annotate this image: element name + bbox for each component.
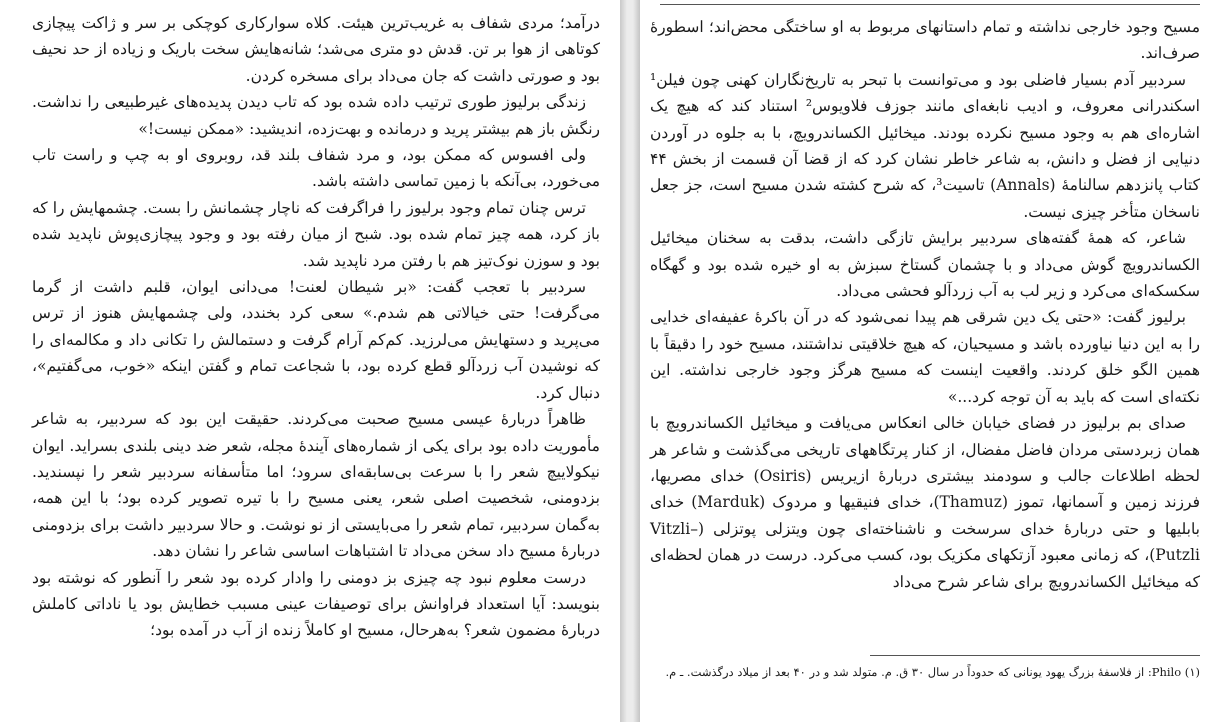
paragraph: ترس چنان تمام وجود برلیوز را فراگرفت که ناچار چشمانش را بست. چشمهایش را که باز کرد، همه چیز تمام شده بود. شبح از میان رفته بود و وجود پیچازی‌پوش ناپدید شده بود و سوزن نوک‌تیز هم با رفتن مرد ناپدید شد.	[32, 198, 600, 270]
paragraph: مسیح وجود خارجی نداشته و تمام داستانهای مربوط به او ساختگی محض‌اند؛ اسطورهٔ صرف‌اند.	[650, 18, 1200, 63]
paragraph: شاعر، که همهٔ گفته‌های سردبیر برایش تازگی داشت، بدقت به سخنان میخائیل الکساندرویچ گوش می‌داد و با چشمان گستاخ سبزش به او خیره شده بود و گهگاه سکسکه‌ای می‌کرد و زیر لب به آب زردآلو فحشی می‌داد.	[650, 229, 1200, 301]
paragraph: زندگی برلیوز طوری ترتیب داده شده بود که تاب دیدن پدیده‌های غیرطبیعی را نداشت. رنگش باز هم بیشتر پرید و درمانده و بهت‌زده، اندیشید: «ممکن نیست!»	[32, 93, 600, 138]
footnote-rule	[870, 655, 1200, 656]
top-rule	[660, 4, 1200, 5]
paragraph: درست معلوم نبود چه چیزی بز دومنی را وادار کرده بود شعر را آنطور که نوشته بود بنویسد: آیا استعداد فراوانش برای توصیفات عینی مسبب خطایش بود یا ناداتی کاملش دربارهٔ مضمون شعر؟ به‌هرحال، مسیح او کاملاً زنده از آب در آمده بود؛	[32, 568, 600, 640]
footnote	[650, 662, 1200, 682]
right-page-text	[650, 14, 1200, 595]
paragraph: ولی افسوس که ممکن بود، و مرد شفاف بلند قد، روبروی او به چپ و راست تاب می‌خورد، بی‌آنکه با زمین تماسی داشته باشد.	[32, 146, 600, 191]
footnote-text: (۱) Philo: از فلاسفهٔ بزرگ یهود یونانی که حدوداً در سال ۳۰ ق. م. متولد شد و در ۴۰ بعد از میلاد درگذشت. ـ م.	[665, 665, 1200, 679]
right-book-page	[640, 0, 1230, 722]
paragraph: سردبیر آدم بسیار فاضلی بود و می‌توانست با تبحر به تاریخ‌نگاران کهنی چون فیلن¹ اسکندرانی معروف، و ادیب نابغه‌ای مانند جوزف فلاویوس² استناد کند که هیچ یک اشاره‌ای هم به وجود مسیح نکرده بودند. میخائیل الکساندرویچ، با به جلوه در آوردن دنیایی از فضل و دانش، به شاعر خاطر نشان کرد که از قضا آن قسمت از بخش ۴۴ کتاب پانزدهم سالنامهٔ (Annals) تاسیت³، که شرح کشته شدن مسیح است، جز جعل ناسخان متأخر چیزی نیست.	[650, 70, 1200, 221]
book-gutter	[620, 0, 640, 722]
left-page-text	[32, 10, 600, 644]
paragraph: سردبیر با تعجب گفت: «بر شیطان لعنت! می‌دانی ایوان، قلبم داشت از گرما می‌گرفت! حتی خیالاتی هم شدم.» سعی کرد بخندد، ولی چشمهایش هنوز از ترس می‌پرید و دستهایش می‌لرزید. کم‌کم آرام گرفت و دستمالش را تکانی داد و مکالمه‌ای را که نوشیدن آب زردآلو قطع کرده بود، با شجاعت تمام و گفتن اینکه «خوب، می‌گفتیم»، دنبال کرد.	[32, 278, 600, 402]
paragraph: درآمد؛ مردی شفاف به غریب‌ترین هیئت. کلاه سوارکاری کوچکی بر سر و ژاکت پیچازی کوتاهی از هوا بر تن. قدش دو متری می‌شد؛ شانه‌هایش سخت باریک و زیاده از حد نحیف بود و صورتی داشت که جان می‌داد برای مسخره کردن.	[32, 14, 600, 85]
paragraph: ظاهراً دربارهٔ عیسی مسیح صحبت می‌کردند. حقیقت این بود که سردبیر، به شاعر مأموریت داده بود برای یکی از شماره‌های آیندهٔ مجله، شعر ضد دینی بلندی بسراید. ایوان نیکولاییچ شعر را با سرعت بی‌سابقه‌ای سرود؛ اما متأسفانه سردبیر شعر را نپسندید. بزدومنی، شخصیت اصلی شعر، یعنی مسیح را با تیره تصویر کرده بود؛ با این همه، به‌گمان سردبیر، تمام شعر را می‌بایستی از نو نوشت. و حالا سردبیر داشت برای بزدومنی دربارهٔ مسیح داد سخن می‌داد تا اشتباهات اساسی شاعر را نشان دهد.	[32, 410, 600, 561]
paragraph: برلیوز گفت: «حتی یک دین شرقی هم پیدا نمی‌شود که در آن باکرهٔ عفیفه‌ای خدایی را به این دنیا نیاورده باشد و مسیحیان، که هیچ خلاقیتی نداشتند، مسیح خود را دقیقاً با همین الگو خلق کردند. واقعیت اینست که مسیح هرگز وجود خارجی نداشته. این نکته‌ای است که باید به آن توجه کرد...»	[650, 308, 1200, 406]
paragraph: صدای بم برلیوز در فضای خیابان خالی انعکاس می‌یافت و میخائیل الکساندرویچ با همان زبردستی مردان فاضل مفضال، از کنار پرتگاههای تاریخی می‌گذشت و شاعر هر لحظه اطلاعات جالب و سودمند بیشتری دربارهٔ ازیریس (Osiris) خدای مصریها، فرزند زمین و آسمانها، تموز (Thamuz)، خدای فنیقیها و مردوک (Marduk) خدای بابلیها و حتی دربارهٔ خدای سرسخت و ناشناخته‌ای چون ویتزلی پوتزلی (Vitzli–Putzli)، که زمانی معبود آزتکهای مکزیک بود، کسب می‌کرد. درست در همان لحظه‌ای که میخائیل الکساندرویچ برای شاعر شرح می‌داد	[650, 414, 1201, 591]
